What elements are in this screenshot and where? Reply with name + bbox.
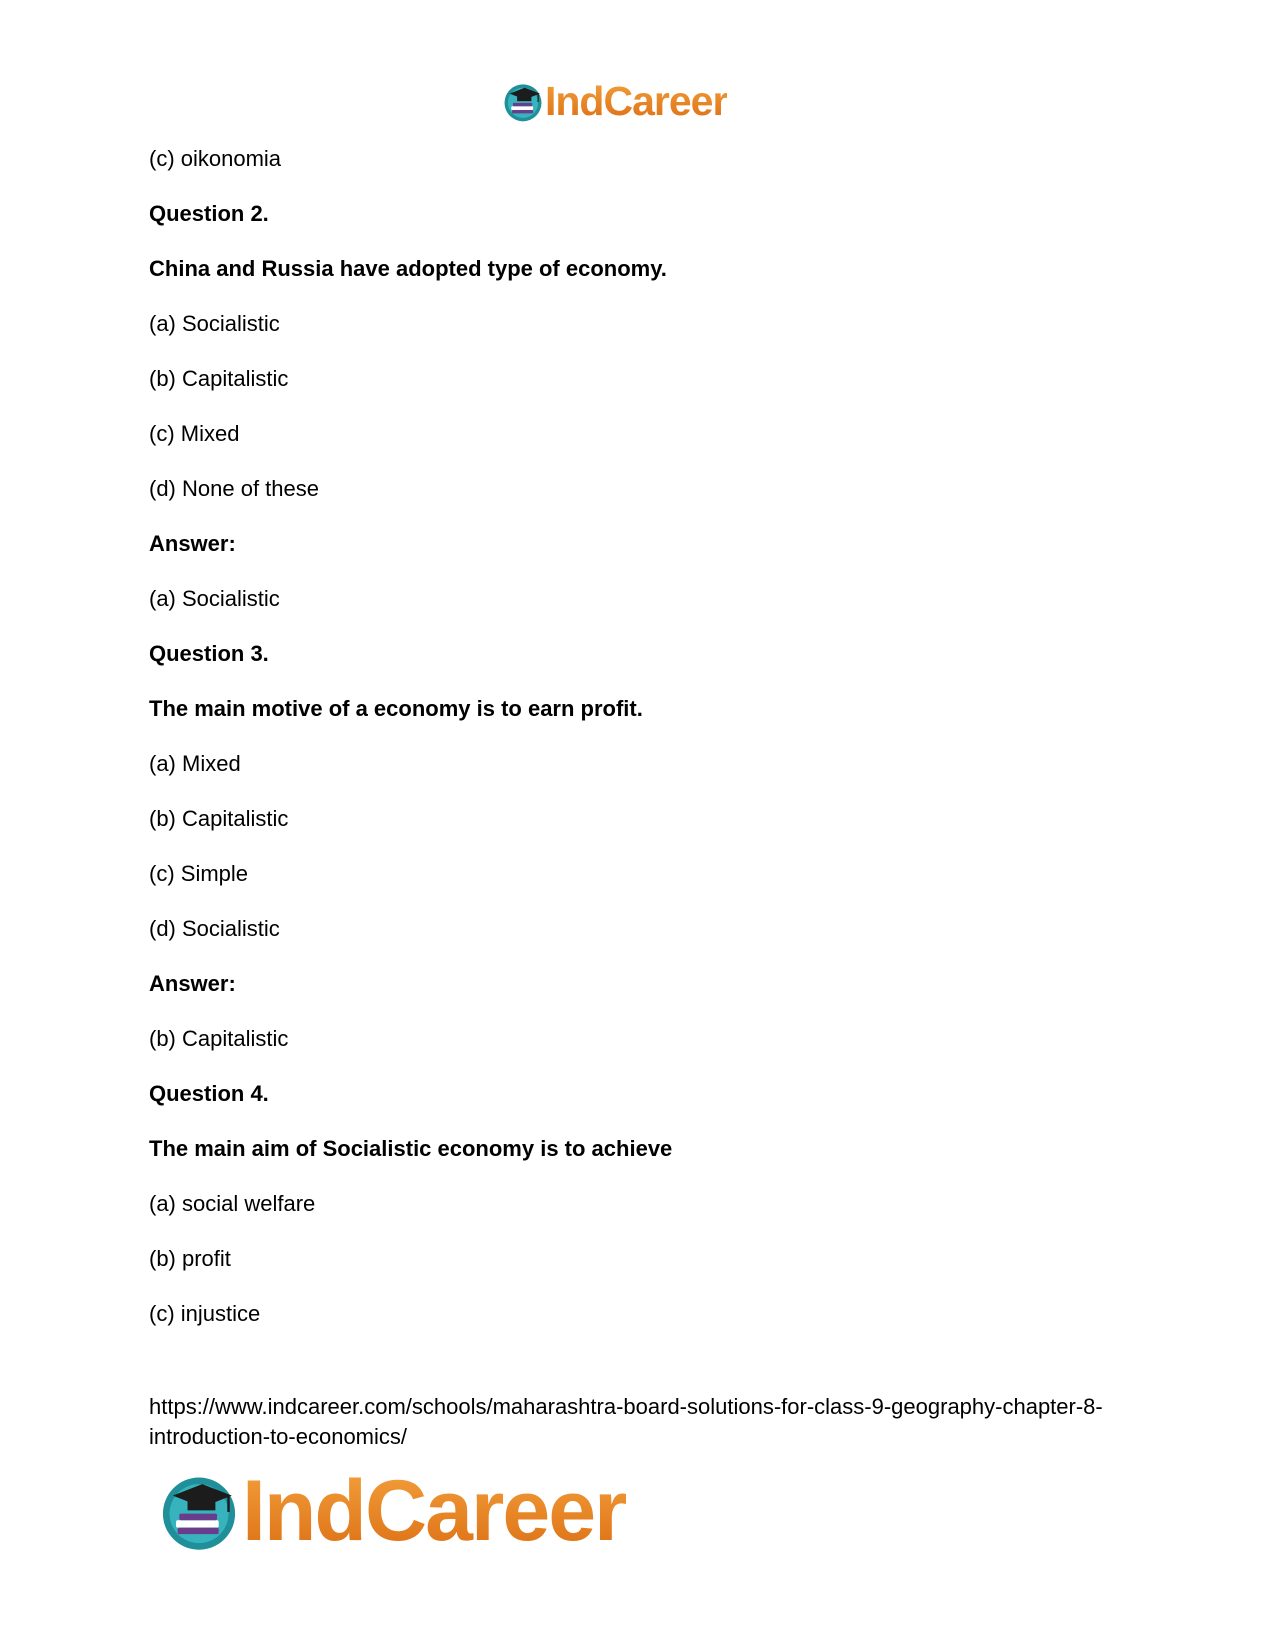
option-text: (a) social welfare	[149, 1191, 316, 1216]
option-text: (d) Socialistic	[149, 916, 280, 941]
answer-text: (a) Socialistic	[149, 586, 280, 611]
answer-label: Answer:	[149, 971, 236, 996]
question-text: The main motive of a economy is to earn profit.	[149, 696, 643, 721]
source-url-link[interactable]: https://www.indcareer.com/schools/maharashtra-board-solutions-for-class-9-geography-chapter-8-introduction-to-economics/	[149, 1394, 1103, 1449]
answer-text: (b) Capitalistic	[149, 1026, 289, 1051]
option-text: (b) profit	[149, 1246, 231, 1271]
footer-logo	[158, 1462, 626, 1561]
logo-text: IndCareer	[545, 78, 728, 124]
option-text: (b) Capitalistic	[149, 806, 289, 831]
option-text: (c) Mixed	[149, 421, 240, 446]
option-text: (c) injustice	[149, 1301, 261, 1326]
option-text: (d) None of these	[149, 476, 319, 501]
header-logo	[502, 78, 727, 125]
question-text: China and Russia have adopted type of economy.	[149, 256, 667, 281]
option-text: (b) Capitalistic	[149, 366, 289, 391]
document-body	[149, 146, 1129, 1356]
graduation-cap-books-e-icon	[502, 81, 544, 123]
graduation-cap-books-e-icon	[158, 1471, 240, 1553]
question-text: The main aim of Socialistic economy is to achieve	[149, 1136, 673, 1161]
question-heading: Question 3.	[149, 641, 269, 666]
logo-text: IndCareer	[242, 1463, 626, 1559]
question-heading: Question 4.	[149, 1081, 269, 1106]
answer-text: (c) oikonomia	[149, 146, 282, 171]
option-text: (c) Simple	[149, 861, 249, 886]
question-heading: Question 2.	[149, 201, 269, 226]
answer-label: Answer:	[149, 531, 236, 556]
option-text: (a) Socialistic	[149, 311, 280, 336]
option-text: (a) Mixed	[149, 751, 241, 776]
